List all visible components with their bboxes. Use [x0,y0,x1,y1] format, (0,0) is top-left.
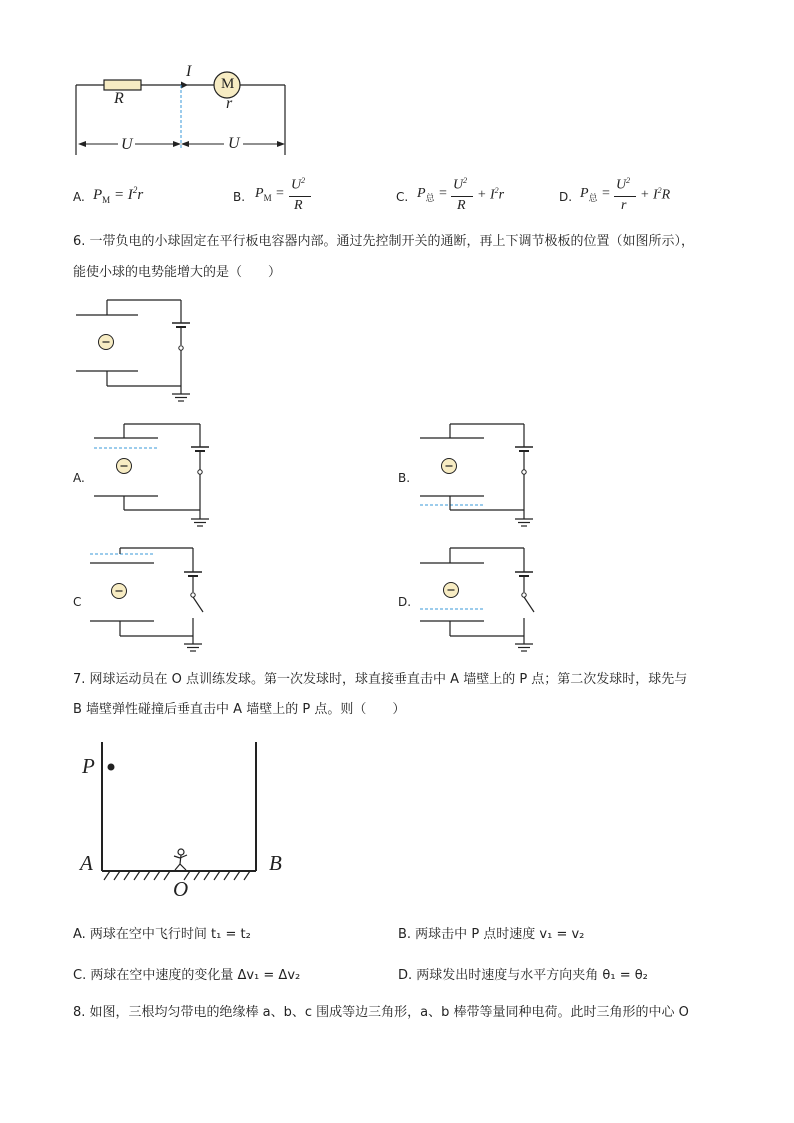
q6-option-c-letter: C [73,595,82,609]
q7-option-d: D. 两球发出时速度与水平方向夹角 θ₁ = θ₂ [398,968,648,983]
label-p: P [82,754,95,778]
q6-option-d-letter: D. [398,595,412,609]
q7-question-line1: 7. 网球运动员在 O 点训练发球。第一次发球时，球直接垂直击中 A 墙壁上的 P 点；第二次发球时，球先与 [73,672,688,687]
label-o: O [173,877,189,901]
label-b: B [269,851,282,875]
q5-option-a-letter: A. [73,190,85,204]
q5-option-a-formula: $P_M = I^2r$ [93,185,144,205]
q7-option-c: C. 两球在空中速度的变化量 Δv₁ = Δv₂ [73,968,301,983]
player-icon [174,849,187,870]
current-label: I [186,63,192,80]
point-p-dot [108,764,115,771]
q6-question-line2: 能使小球的电势能增大的是（ ） [73,265,282,280]
q5-option-d-letter: D. [559,190,573,204]
label-a: A [80,851,93,875]
q6-question-line1: 6. 一带负电的小球固定在平行板电容器内部。通过先控制开关的通断，再上下调节极板的位置（如图所示）， [73,234,695,249]
motor-resistance-label: r [226,95,233,112]
q6-option-b-letter: B. [398,471,411,485]
q7-question-line2: B 墙壁弹性碰撞后垂直击中 A 墙壁上的 P 点。则（ ） [73,702,406,717]
resistor-label: R [114,90,124,107]
q7-option-a: A. 两球在空中飞行时间 t₁ = t₂ [73,927,251,942]
q5-option-b-letter: B. [233,190,246,204]
q5-option-c-letter: C. [396,190,409,204]
q8-question-line1: 8. 如图，三根均匀带电的绝缘棒 a、b、c 围成等边三角形，a、b 棒带等量同种电荷。此时三角形的中心 O [73,1005,689,1020]
voltage-left-label: U [121,136,133,153]
motor-label: M [221,76,235,92]
q7-option-b: B. 两球击中 P 点时速度 v₁ = v₂ [398,927,585,942]
q6-option-a-letter: A. [73,471,85,485]
voltage-right-label: U [228,135,240,152]
